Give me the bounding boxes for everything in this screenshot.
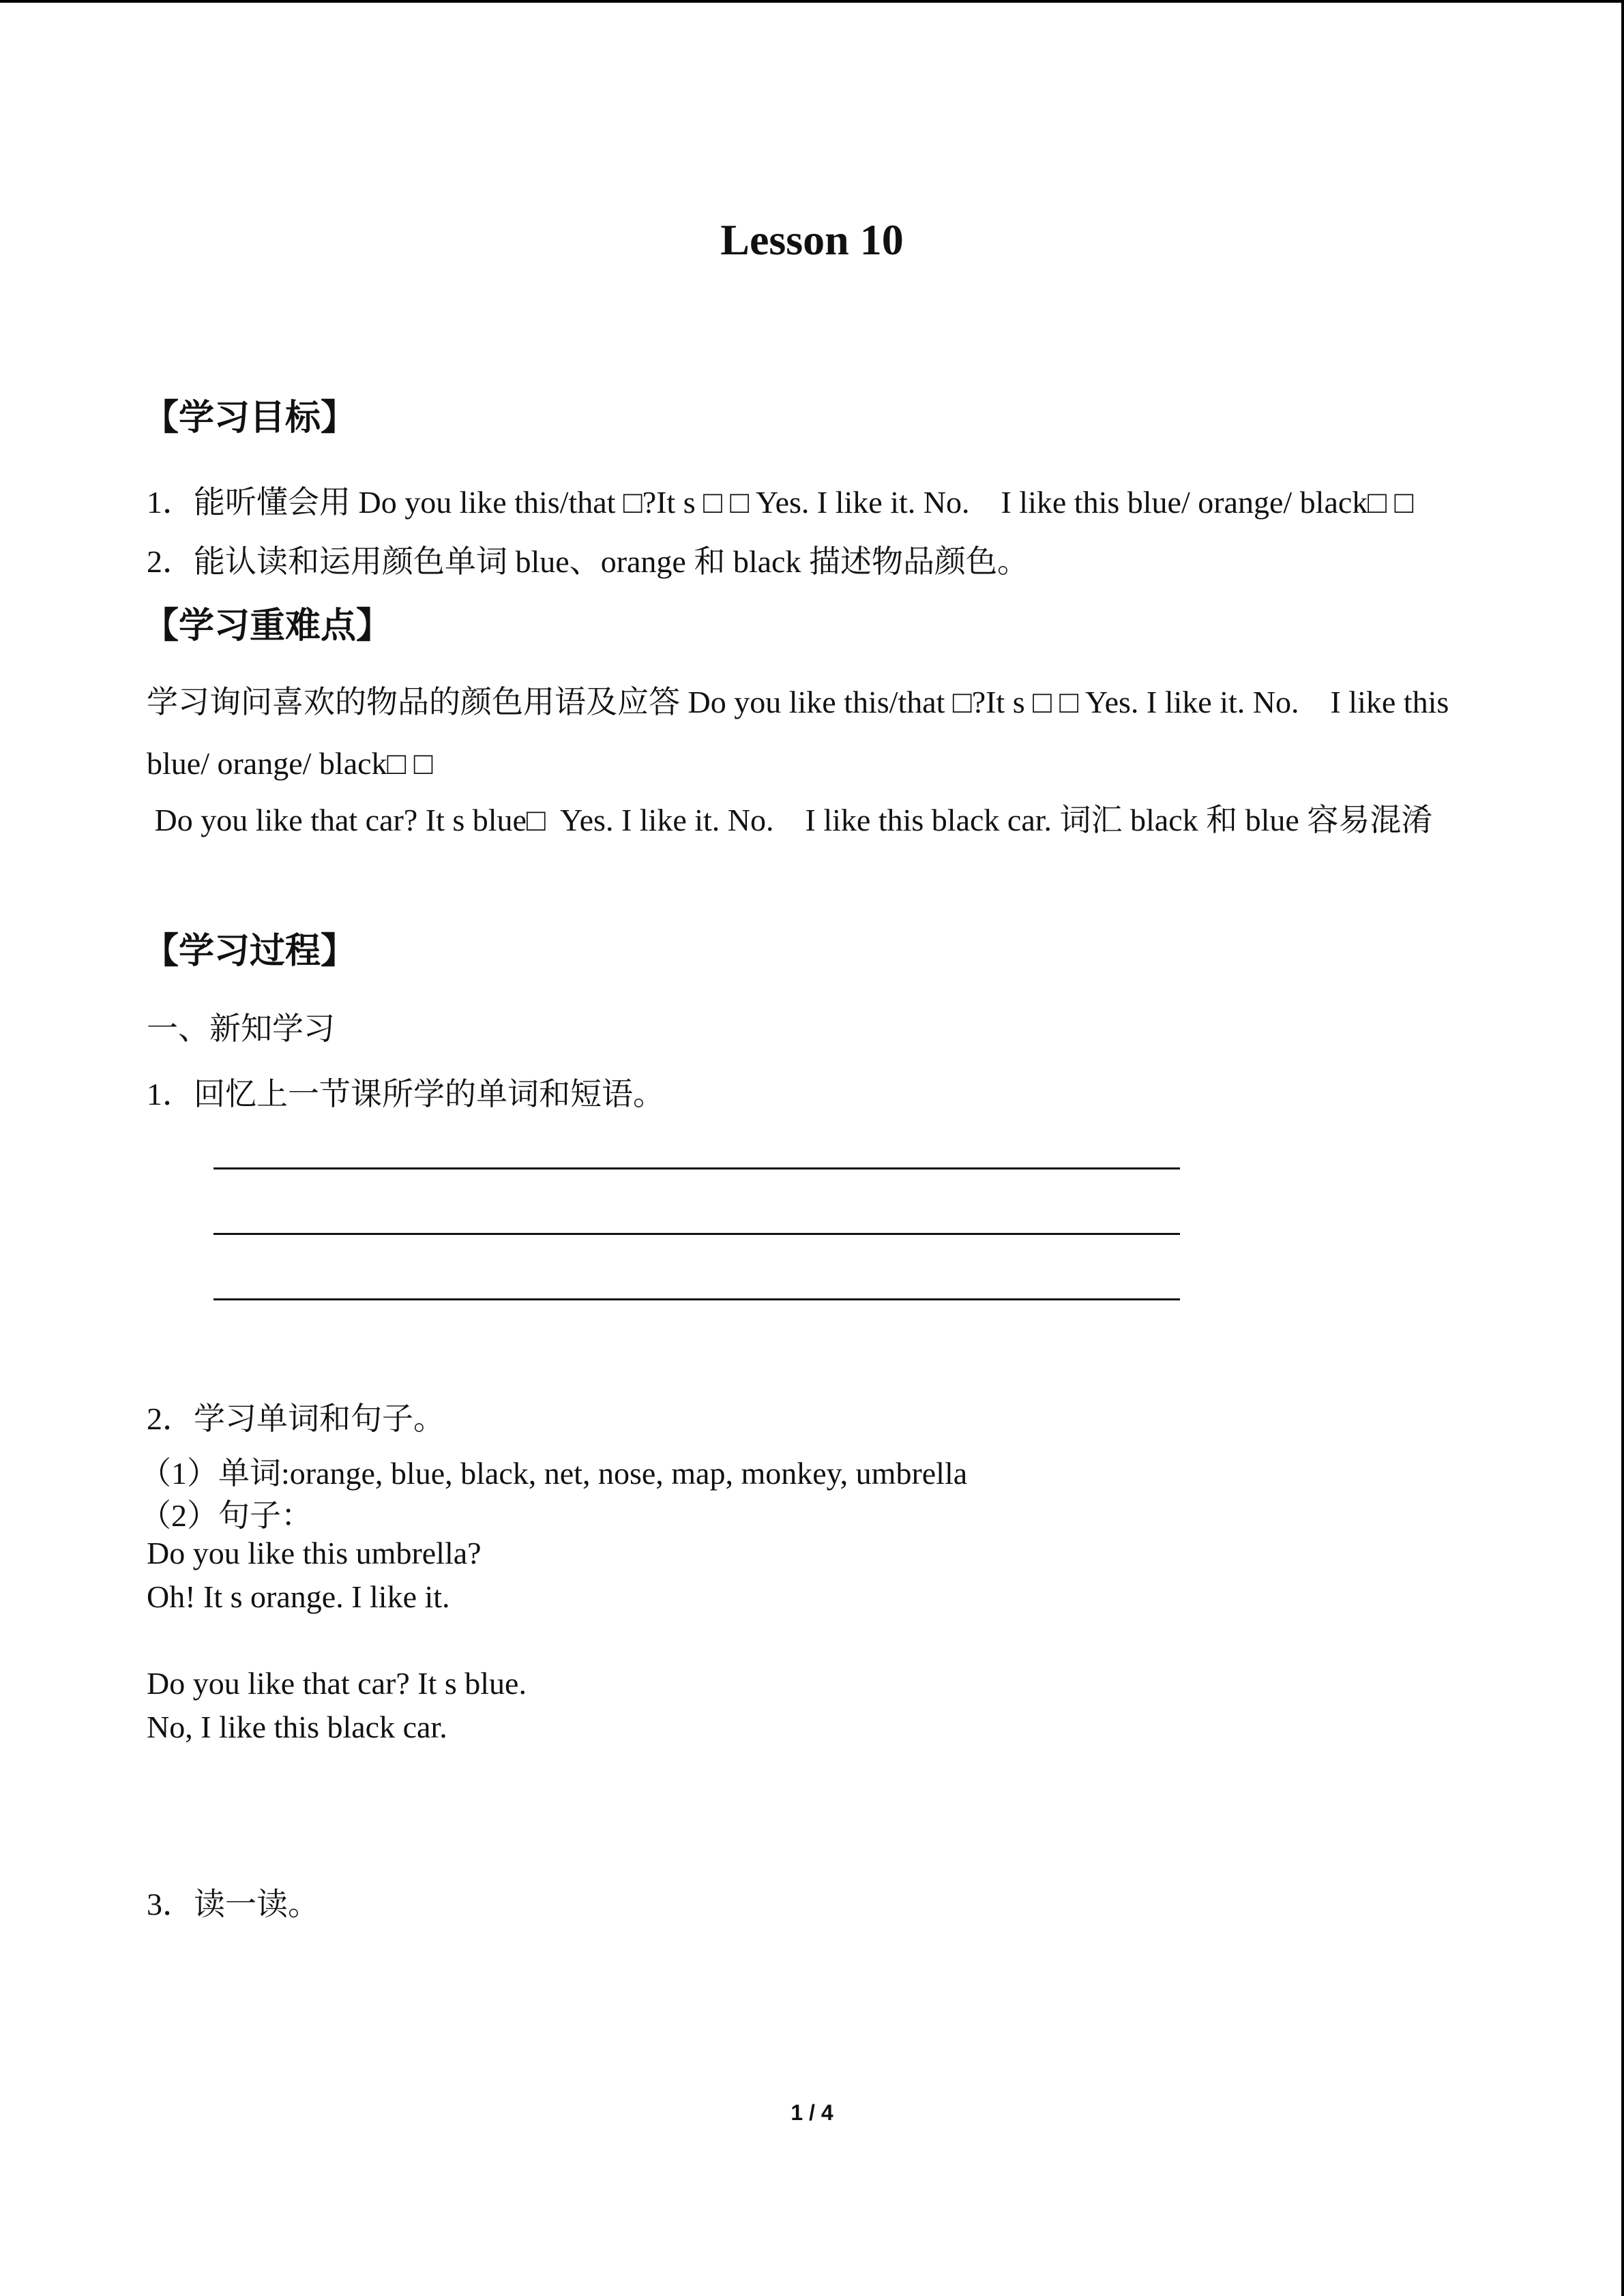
page-border-right (1621, 0, 1624, 2296)
key-points-heading: 【学习重难点】 (143, 606, 392, 646)
process-heading: 【学习过程】 (143, 931, 357, 972)
sentence-line: Do you like this umbrella? (147, 1536, 482, 1570)
page-border-top (0, 0, 1624, 3)
answer-blank-line-1 (213, 1167, 1180, 1169)
sentence-line: Do you like that car? It s blue. (147, 1666, 527, 1701)
objective-item-1: 1．能听懂会用 Do you like this/that □?It s □ □ Yes. I like it. No. I like this blue/ orange/ black□ □ (147, 485, 1414, 520)
sentences-label: （2）句子： (140, 1498, 312, 1533)
part-1-label: 一、新知学习 (147, 1011, 335, 1046)
words-list: （1）单词:orange, blue, black, net, nose, map, monkey, umbrella (140, 1456, 968, 1491)
page-number: 1 / 4 (791, 2100, 833, 2125)
answer-blank-line-2 (213, 1233, 1180, 1235)
document-title: Lesson 10 (720, 215, 904, 264)
key-points-paragraph-2: Do you like that car? It s blue□ Yes. I like it. No. I like this black car. 词汇 black 和 blue 容易混淆 (147, 803, 1433, 837)
sentence-line: Oh! It s orange. I like it. (147, 1579, 450, 1614)
step-2-label: 2．学习单词和句子。 (147, 1401, 445, 1436)
step-1-label: 1．回忆上一节课所学的单词和短语。 (147, 1077, 664, 1112)
key-points-paragraph-1: 学习询问喜欢的物品的颜色用语及应答 Do you like this/that □?It s □ □ Yes. I like it. No. I like this blue/ orange/ black□ □ (147, 685, 1449, 781)
objectives-heading: 【学习目标】 (143, 398, 357, 438)
objective-item-2: 2．能认读和运用颜色单词 blue、orange 和 black 描述物品颜色。 (147, 544, 1029, 579)
answer-blank-line-3 (213, 1298, 1180, 1300)
sentence-line: No, I like this black car. (147, 1710, 447, 1744)
step-3-label: 3．读一读。 (147, 1887, 319, 1922)
